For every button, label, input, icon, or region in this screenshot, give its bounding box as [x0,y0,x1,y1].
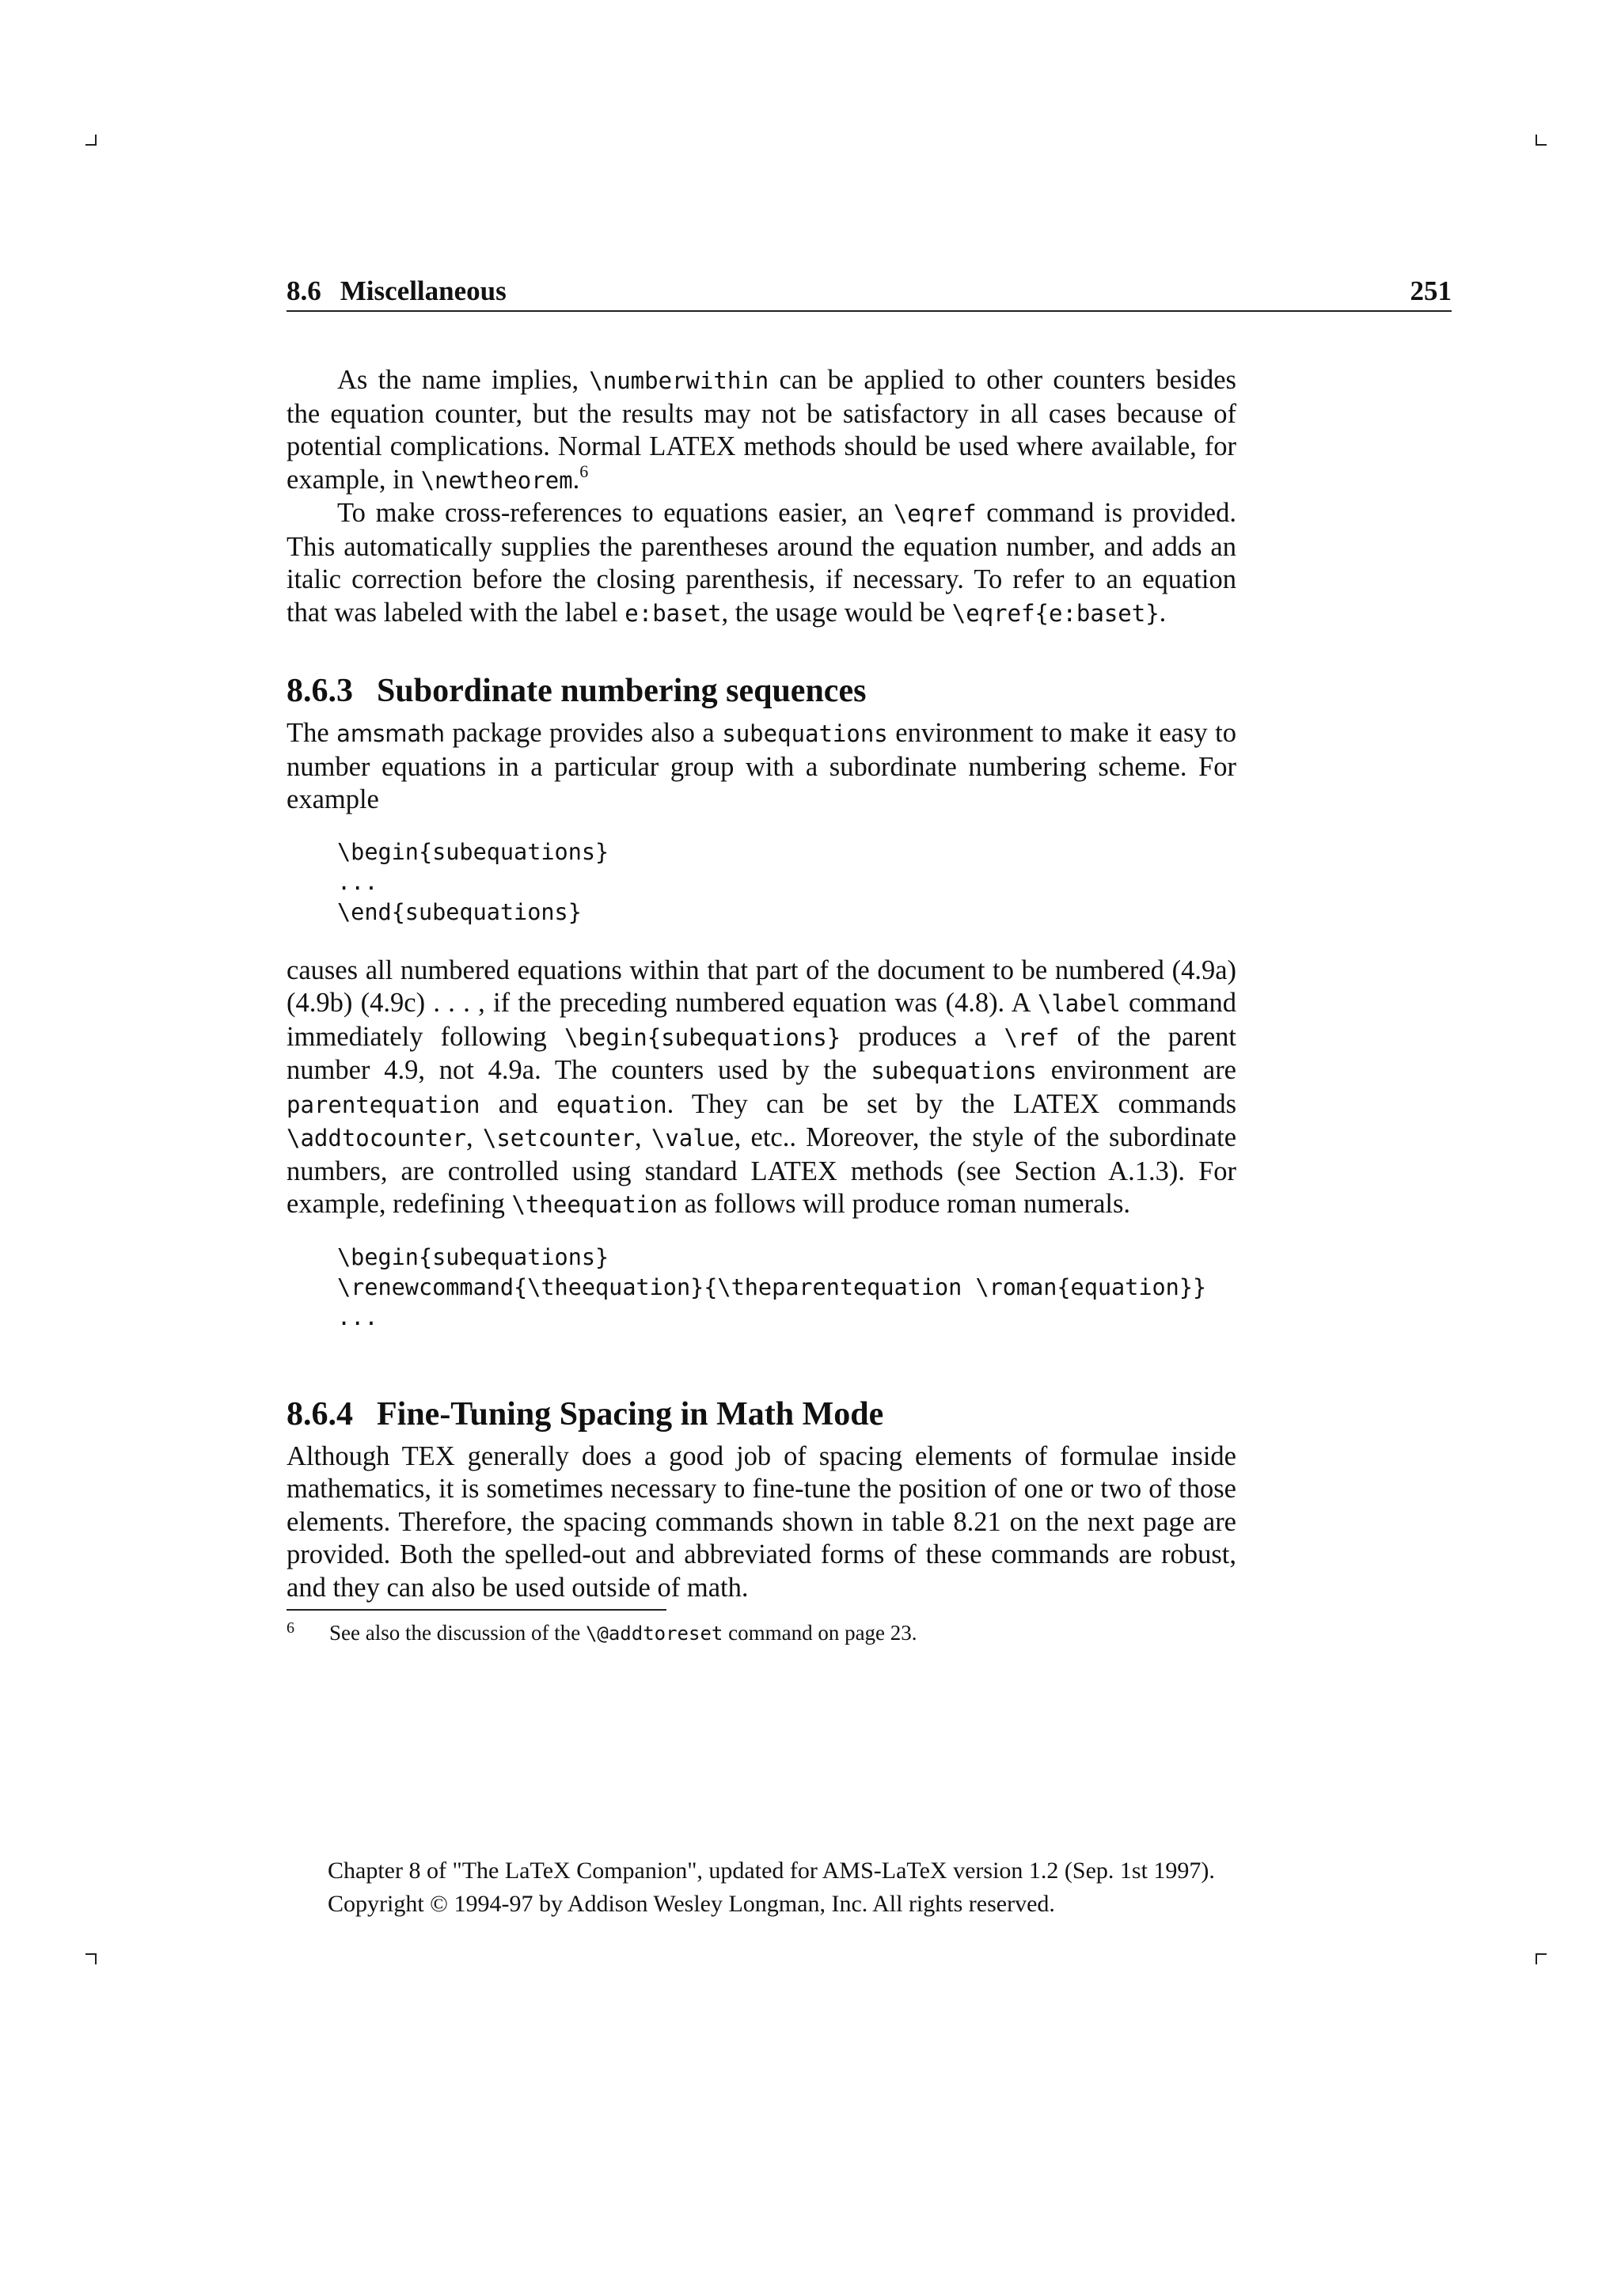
code-inline: \setcounter [482,1125,635,1152]
code-inline: \eqref{e:baset} [951,599,1160,627]
code-inline: \value [651,1125,735,1152]
code-inline: \@addtoreset [585,1622,723,1645]
footnote: 6 See also the discussion of the \@addtoreset command on page 23. [287,1619,1236,1648]
page-number: 251 [1410,275,1452,306]
footnote-number: 6 [287,1619,294,1637]
code-inline: \begin{subequations} [564,1023,841,1051]
code-inline: amsmath [336,720,446,747]
code-inline: parentequation [287,1091,480,1118]
paragraph-subequations-details: causes all numbered equations within that part of the document to be numbered (4.9a) (4.9b) (4.9c) . . . , if the preceding numbered equation was (4.8). A \label command immediately following \begin{subequations} produces a \ref of the parent number 4.9, not 4.9a. The counters used by the subequations environment are parentequation and equation. They can be set by the LATEX commands \addtocounter, \setcounter, \value, etc.. Moreover, the style of the subordinate numbers, are controlled using standard LATEX methods (see Section A.1.3). For example, redefining \theequation as follows will produce roman numerals. [287,954,1237,1219]
code-inline: subequations [871,1057,1037,1084]
code-inline: e:baset [624,599,722,627]
header-section [287,275,507,307]
paragraph-eqref: To make cross-references to equations easier, an \eqref command is provided. This automatically supplies the parentheses around the equation number, and adds an italic correction before the closing parenthesis, if necessary. To refer to an equation that was labeled with the label e:baset, the usage would be \eqref{e:baset}. [287,498,1236,628]
code-block-subequations: \begin{subequations} ... \end{subequations} [337,838,609,925]
paragraph-subequations: The amsmath package provides also a subequations environment to make it easy to number equations in a particular group with a subordinate numbering scheme. For example [287,718,1236,814]
copyright-notice [328,1854,1215,1921]
crop-mark-top-left [85,135,97,146]
code-inline: \addtocounter [287,1125,466,1152]
code-inline: \numberwithin [589,367,769,394]
section-heading-8-6-3: 8.6.3 Subordinate numbering sequences [287,673,867,709]
section-heading-8-6-4: 8.6.4 Fine-Tuning Spacing in Math Mode [287,1395,884,1433]
copyright-line-1: Chapter 8 of "The LaTeX Companion", updated for AMS-LaTeX version 1.2 (Sep. 1st 1997). [328,1858,1215,1884]
crop-mark-bottom-right [1536,1953,1547,1964]
running-header [287,275,1452,312]
header-section-title: Miscellaneous [340,275,507,306]
code-inline: subequations [722,720,888,747]
code-inline: \newtheorem [420,466,573,494]
footnote-rule [287,1609,666,1611]
header-section-number: 8.6 [287,275,321,306]
code-block-renewcommand: \begin{subequations} \renewcommand{\theequation}{\theparentequation \roman{equation}} ... [337,1243,1207,1330]
code-inline: \ref [1004,1023,1060,1051]
code-inline: \eqref [893,500,977,527]
crop-mark-top-right [1536,135,1547,146]
footnote-marker: 6 [579,461,589,481]
paragraph-numberwithin: As the name implies, \numberwithin can be applied to other counters besides the equation counter, but the results may not be satisfactory in all cases because of potential complications. Normal LATEX methods should be used where available, for example, in \newtheorem.$^6$ [287,365,1236,495]
main-text [287,364,1236,1648]
code-inline: \theequation [511,1191,678,1218]
crop-mark-bottom-left [85,1953,97,1964]
paragraph-fine-tuning: Although TEX generally does a good job of spacing elements of formulae inside mathematics, it is sometimes necessary to fine-tune the position of one or two of those elements. Therefore, the spacing commands shown in table 8.21 on the next page are provided. Both the spelled-out and abbreviated forms of these commands are robust, and they can also be used outside of math. [287,1440,1236,1603]
copyright-line-2: Copyright © 1994-97 by Addison Wesley Longman, Inc. All rights reserved. [328,1891,1055,1917]
code-inline: \label [1037,990,1121,1017]
code-inline: equation [556,1091,667,1118]
